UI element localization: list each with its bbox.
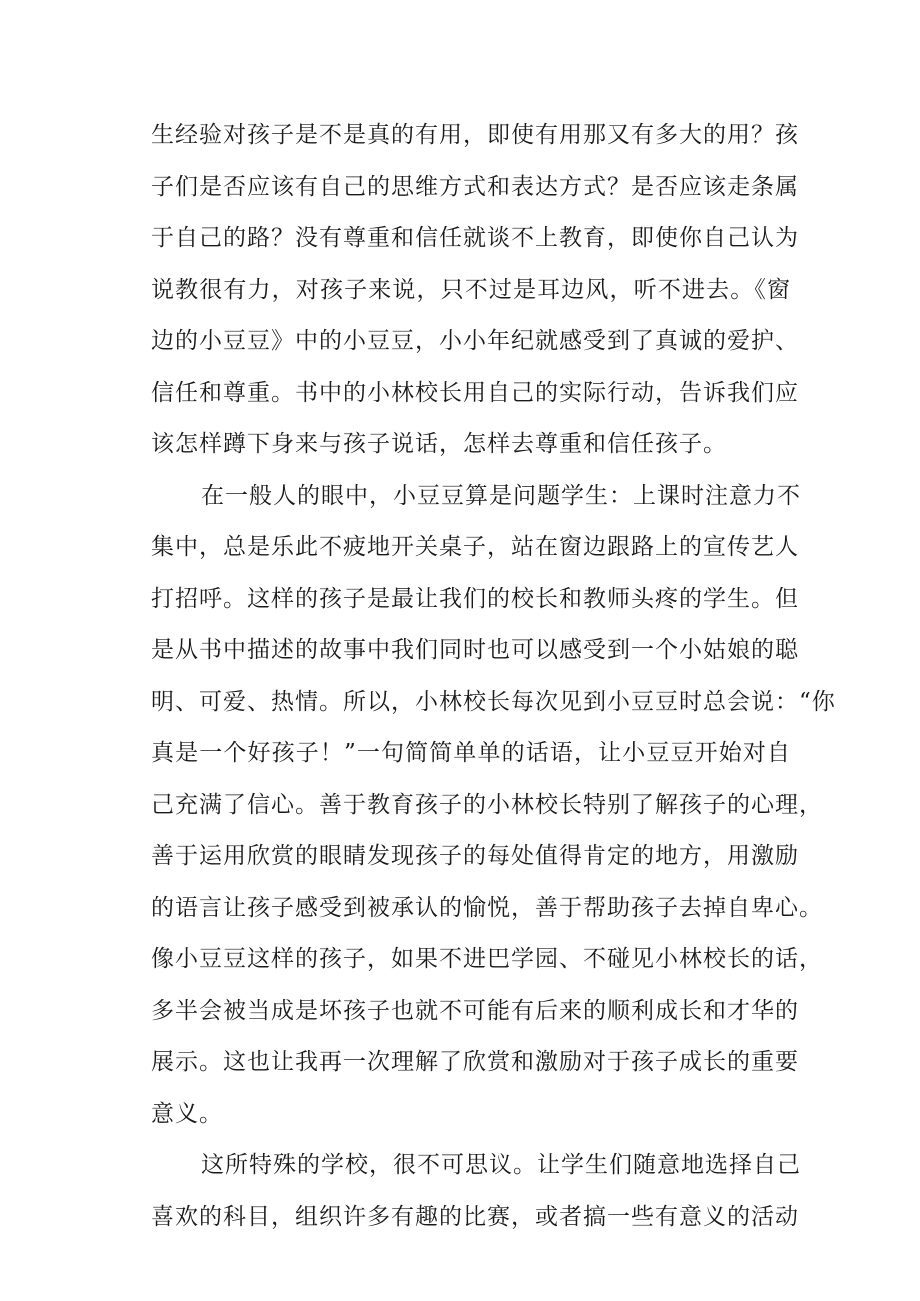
paragraph (151, 1140, 801, 1243)
text-line: 是从书中描述的故事中我们同时也可以感受到一个小姑娘的聪 (151, 637, 799, 663)
text-line: 善于运用欣赏的眼睛发现孩子的每处值得肯定的地方，用激励 (151, 843, 799, 869)
text-line: 喜欢的科目，组织许多有趣的比赛，或者搞一些有意义的活动 (151, 1203, 799, 1230)
text-line: 己充满了信心。善于教育孩子的小林校长特别了解孩子的心理， (151, 791, 823, 818)
text-line: 说教很有力，对孩子来说，只不过是耳边风，听不进去。《窗 (151, 276, 791, 303)
text-line: 展示。这也让我再一次理解了欣赏和激励对于孩子成长的重要 (151, 1049, 799, 1075)
text-line: 边的小豆豆》中的小豆豆，小小年纪就感受到了真诚的爱护、 (151, 328, 799, 354)
text-line: 的语言让孩子感受到被承认的愉悦，善于帮助孩子去掉自卑心。 (151, 894, 823, 921)
paragraph (151, 471, 836, 1141)
text-line: 打招呼。这样的孩子是最让我们的校长和教师头疼的学生。但 (151, 585, 799, 612)
paragraph (151, 110, 799, 471)
text-line: 真是一个好孩子！”一句简简单单的话语，让小豆豆开始对自 (151, 740, 791, 766)
text-line: 这所特殊的学校，很不可思议。让学生们随意地选择自己 (201, 1152, 801, 1178)
text-line: 信任和尊重。书中的小林校长用自己的实际行动，告诉我们应 (151, 379, 799, 406)
body-text (151, 110, 836, 1243)
text-line: 于自己的路？没有尊重和信任就谈不上教育，即使你自己认为 (151, 225, 799, 251)
text-line: 意义。 (151, 1100, 223, 1127)
text-line: 像小豆豆这样的孩子，如果不进巴学园、不碰见小林校长的话， (151, 946, 823, 972)
text-line: 在一般人的眼中，小豆豆算是问题学生：上课时注意力不 (201, 482, 801, 509)
text-line: 生经验对孩子是不是真的有用，即使有用那又有多大的用？孩 (151, 122, 799, 148)
text-line: 多半会被当成是坏孩子也就不可能有后来的顺利成长和才华的 (151, 997, 799, 1024)
text-line: 子们是否应该有自己的思维方式和表达方式？是否应该走条属 (151, 173, 799, 200)
text-line: 该怎样蹲下身来与孩子说话，怎样去尊重和信任孩子。 (151, 431, 727, 457)
text-line: 明、可爱、热情。所以，小林校长每次见到小豆豆时总会说：“你 (151, 688, 836, 715)
text-line: 集中，总是乐此不疲地开关桌子，站在窗边跟路上的宣传艺人 (151, 534, 799, 560)
